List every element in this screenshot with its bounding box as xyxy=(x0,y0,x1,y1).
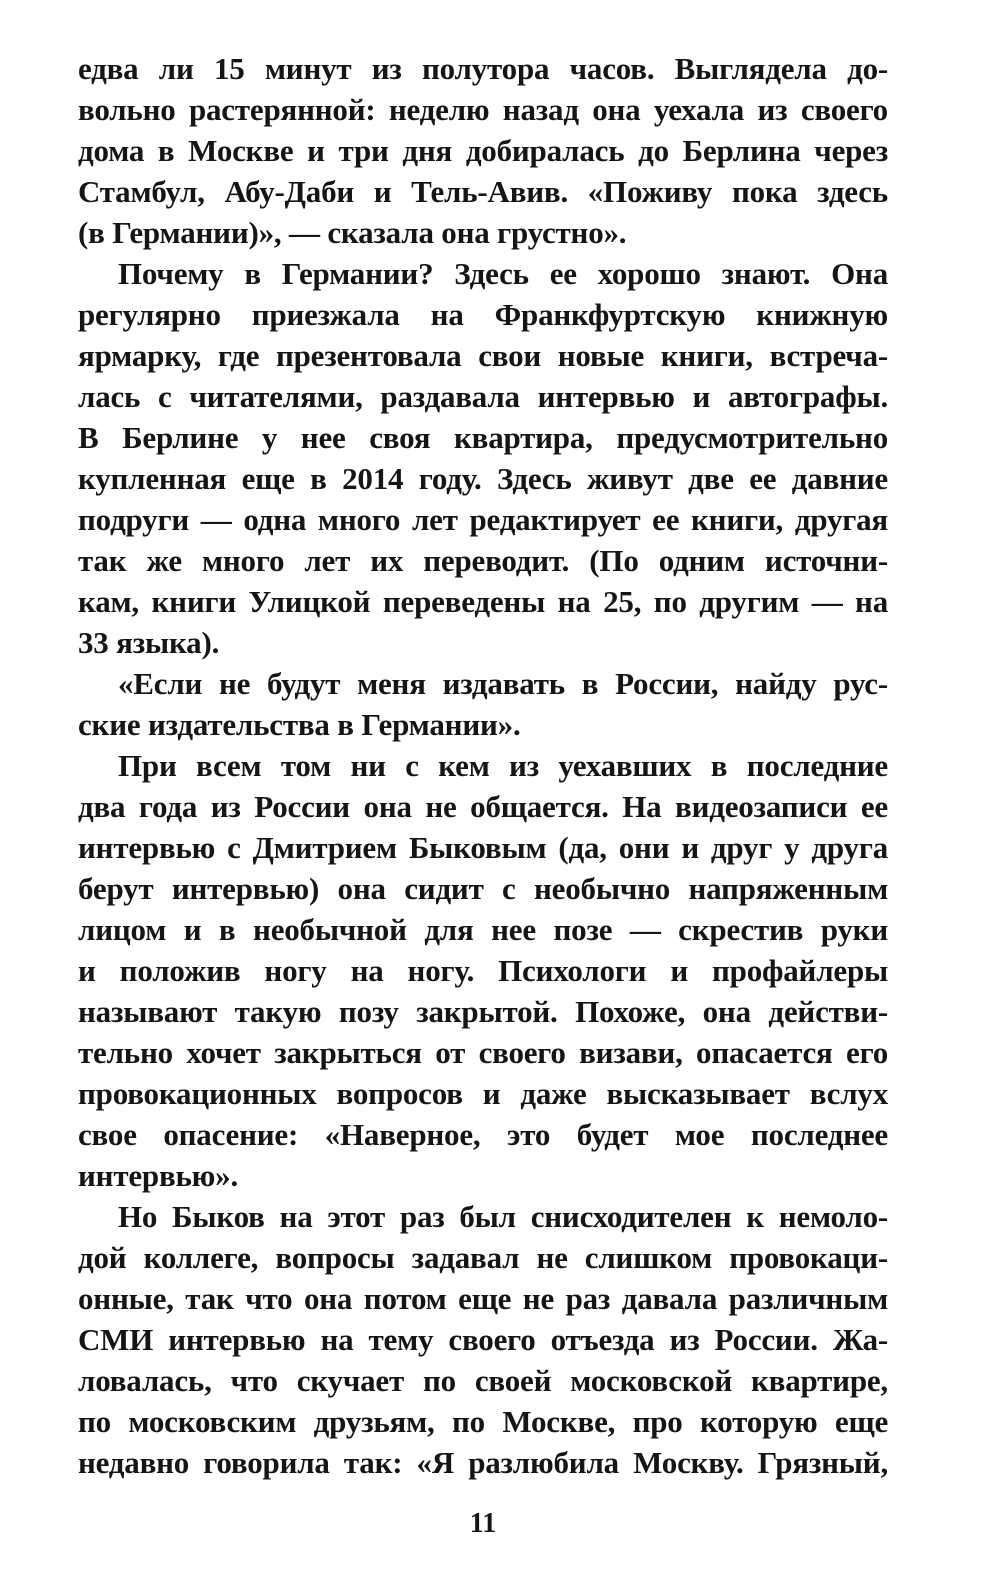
text-line: Стамбул, Абу-Даби и Тель-Авив. «Поживу пока здесь xyxy=(78,174,888,209)
text-line: называют такую позу закрытой. Похоже, она действи- xyxy=(78,994,888,1029)
text-line: «Если не будут меня издавать в России, найду рус- xyxy=(118,666,888,701)
text-line: (в Германии)», — сказала она грустно». xyxy=(78,215,627,250)
text-line: купленная еще в 2014 году. Здесь живут две ее давние xyxy=(78,461,888,496)
paragraph xyxy=(78,745,888,1196)
paragraph xyxy=(78,1196,888,1483)
text-line: вольно растерянной: неделю назад она уехала из своего xyxy=(78,92,888,127)
text-line: Почему в Германии? Здесь ее хорошо знают. Она xyxy=(118,256,888,291)
text-line: онные, так что она потом еще не раз давала различным xyxy=(78,1281,888,1316)
text-line: дой коллеге, вопросы задавал не слишком провокаци- xyxy=(78,1240,888,1275)
paragraph xyxy=(78,663,888,745)
text-line: ловалась, что скучает по своей московской квартире, xyxy=(78,1363,888,1398)
text-line: ские издательства в Германии». xyxy=(78,707,521,742)
text-line: так же много лет их переводит. (По одним источни- xyxy=(78,543,888,578)
text-line: интервью». xyxy=(78,1158,239,1193)
text-line: свое опасение: «Наверное, это будет мое последнее xyxy=(78,1117,888,1152)
text-line: берут интервью) она сидит с необычно напряженным xyxy=(78,871,888,906)
page-number: 11 xyxy=(469,1508,497,1539)
text-line: два года из России она не общается. На видеозаписи ее xyxy=(78,789,888,824)
text-line: СМИ интервью на тему своего отъезда из России. Жа- xyxy=(78,1322,888,1357)
text-line: едва ли 15 минут из полутора часов. Выглядела до- xyxy=(78,51,888,86)
text-line: 33 языка). xyxy=(78,625,220,660)
text-line: кам, книги Улицкой переведены на 25, по другим — на xyxy=(78,584,888,619)
text-line: подруги — одна много лет редактирует ее книги, другая xyxy=(78,502,888,537)
text-line: лицом и в необычной для нее позе — скрестив руки xyxy=(78,912,888,947)
text-line: интервью с Дмитрием Быковым (да, они и друг у друга xyxy=(78,830,888,865)
paragraph xyxy=(78,48,888,253)
text-line: и положив ногу на ногу. Психологи и профайлеры xyxy=(78,953,888,988)
text-line: В Берлине у нее своя квартира, предусмотрительно xyxy=(78,420,888,455)
paragraph xyxy=(78,253,888,663)
text-line: лась с читателями, раздавала интервью и автографы. xyxy=(78,379,888,414)
text-line: провокационных вопросов и даже высказывает вслух xyxy=(78,1076,888,1111)
text-line: ярмарку, где презентовала свои новые книги, встреча- xyxy=(78,338,888,373)
text-line: дома в Москве и три дня добиралась до Берлина через xyxy=(78,133,888,168)
text-line: по московским друзьям, по Москве, про которую еще xyxy=(78,1404,888,1439)
text-line: недавно говорила так: «Я разлюбила Москву. Грязный, xyxy=(78,1445,888,1480)
text-line: При всем том ни с кем из уехавших в последние xyxy=(118,748,888,783)
text-line: Но Быков на этот раз был снисходителен к немоло- xyxy=(118,1199,888,1234)
page-body-text xyxy=(78,48,888,1483)
text-line: регулярно приезжала на Франкфуртскую книжную xyxy=(78,297,888,332)
text-line: тельно хочет закрыться от своего визави, опасается его xyxy=(78,1035,888,1070)
